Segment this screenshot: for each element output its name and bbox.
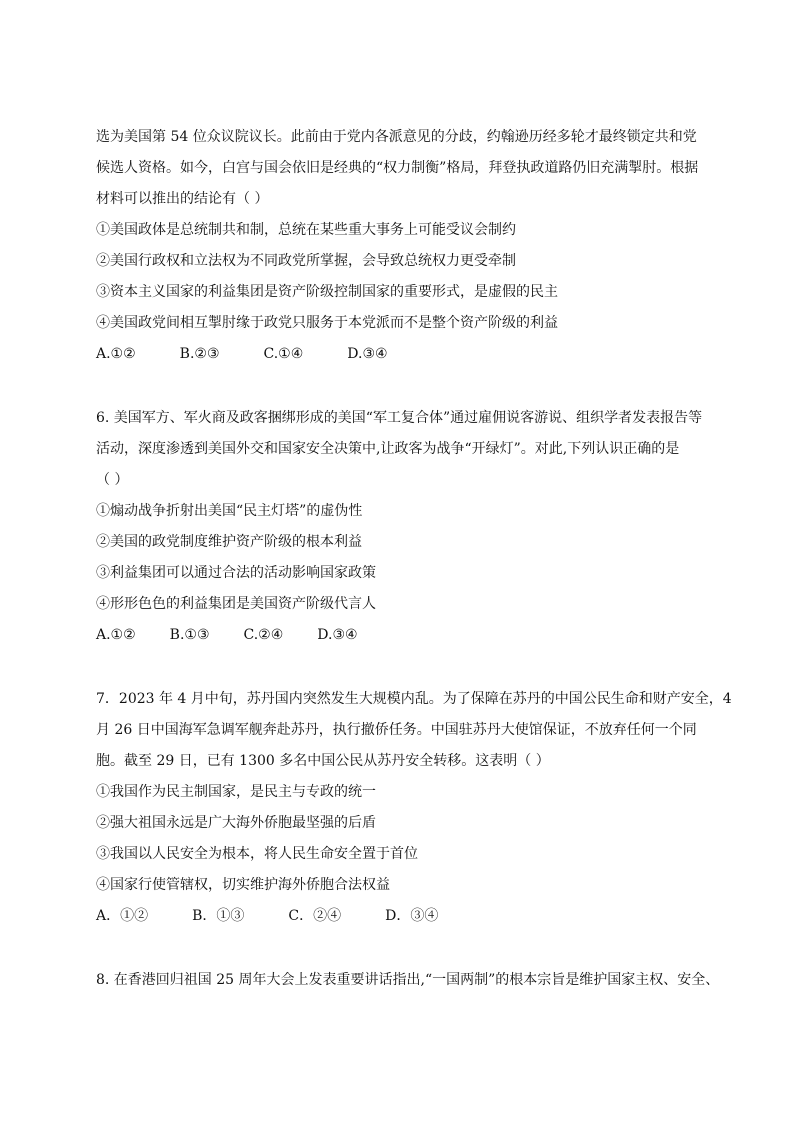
option-d[interactable]: D.③④ bbox=[347, 346, 388, 362]
question-5-statement-1: ①美国政体是总统制共和制，总统在某些重大事务上可能受议会制约 bbox=[96, 222, 516, 238]
option-d[interactable]: D.③④ bbox=[317, 627, 358, 643]
question-7-line-1: 7．2023 年 4 月中旬，苏丹国内突然发生大规模内乱。为了保障在苏丹的中国公民生命和财产安全，4 bbox=[96, 691, 732, 707]
question-7-line-2: 月 26 日中国海军急调军舰奔赴苏丹，执行撤侨任务。中国驻苏丹大使馆保证，不放弃任何一个同 bbox=[96, 722, 697, 738]
option-b[interactable]: B．①③ bbox=[192, 908, 245, 924]
question-7-statement-4: ④国家行使管辖权，切实维护海外侨胞合法权益 bbox=[96, 877, 390, 893]
question-6-line-1: 6. 美国军方、军火商及政客捆绑形成的美国“军工复合体”通过雇佣说客游说、组织学者发表报告等 bbox=[96, 410, 703, 426]
question-7-options bbox=[96, 906, 482, 926]
option-d[interactable]: D．③④ bbox=[385, 908, 439, 924]
question-5-statement-4: ④美国政党间相互掣肘缘于政党只服务于本党派而不是整个资产阶级的利益 bbox=[96, 315, 558, 331]
option-c[interactable]: C．②④ bbox=[288, 908, 342, 924]
question-7-statement-3: ③我国以人民安全为根本，将人民生命安全置于首位 bbox=[96, 846, 418, 862]
option-a[interactable]: A．①② bbox=[96, 908, 149, 924]
question-5-line-1: 选为美国第 54 位众议院议长。此前由于党内各派意见的分歧，约翰逊历经多轮才最终锁定共和党 bbox=[96, 129, 697, 145]
option-b[interactable]: B.②③ bbox=[179, 346, 220, 362]
question-6-line-2: 活动，深度渗透到美国外交和国家安全决策中,让政客为战争“开绿灯”。对此,下列认识正确的是 bbox=[96, 441, 680, 457]
question-6-statement-4: ④形形色色的利益集团是美国资产阶级代言人 bbox=[96, 596, 376, 612]
option-c[interactable]: C.①④ bbox=[263, 346, 304, 362]
question-7-line-3: 胞。截至 29 日，已有 1300 多名中国公民从苏丹安全转移。这表明（ ） bbox=[96, 753, 550, 769]
question-7-statement-1: ①我国作为民主制国家，是民主与专政的统一 bbox=[96, 784, 376, 800]
question-5-statement-2: ②美国行政权和立法权为不同政党所掌握，会导致总统权力更受牵制 bbox=[96, 253, 516, 269]
question-6-line-3: （ ） bbox=[96, 472, 129, 488]
option-b[interactable]: B.①③ bbox=[169, 627, 210, 643]
question-7-statement-2: ②强大祖国永远是广大海外侨胞最坚强的后盾 bbox=[96, 815, 376, 831]
question-6-statement-1: ①煽动战争折射出美国“民主灯塔”的虚伪性 bbox=[96, 503, 363, 519]
question-8-line-1: 8. 在香港回归祖国 25 周年大会上发表重要讲话指出,“一国两制”的根本宗旨是维护国家主权、安全、 bbox=[96, 972, 720, 988]
option-a[interactable]: A.①② bbox=[96, 346, 136, 362]
question-5-options bbox=[96, 344, 432, 364]
question-6-statement-3: ③利益集团可以通过合法的活动影响国家政策 bbox=[96, 565, 376, 581]
question-6-options bbox=[96, 625, 392, 645]
question-6-statement-2: ②美国的政党制度维护资产阶级的根本利益 bbox=[96, 534, 362, 550]
question-5-line-2: 候选人资格。如今，白宫与国会依旧是经典的“权力制衡”格局，拜登执政道路仍旧充满掣肘。根据 bbox=[96, 160, 699, 176]
option-c[interactable]: C.②④ bbox=[243, 627, 284, 643]
question-5-line-3: 材料可以推出的结论有（ ） bbox=[96, 191, 269, 207]
option-a[interactable]: A.①② bbox=[96, 627, 136, 643]
question-5-statement-3: ③资本主义国家的利益集团是资产阶级控制国家的重要形式，是虚假的民主 bbox=[96, 284, 558, 300]
